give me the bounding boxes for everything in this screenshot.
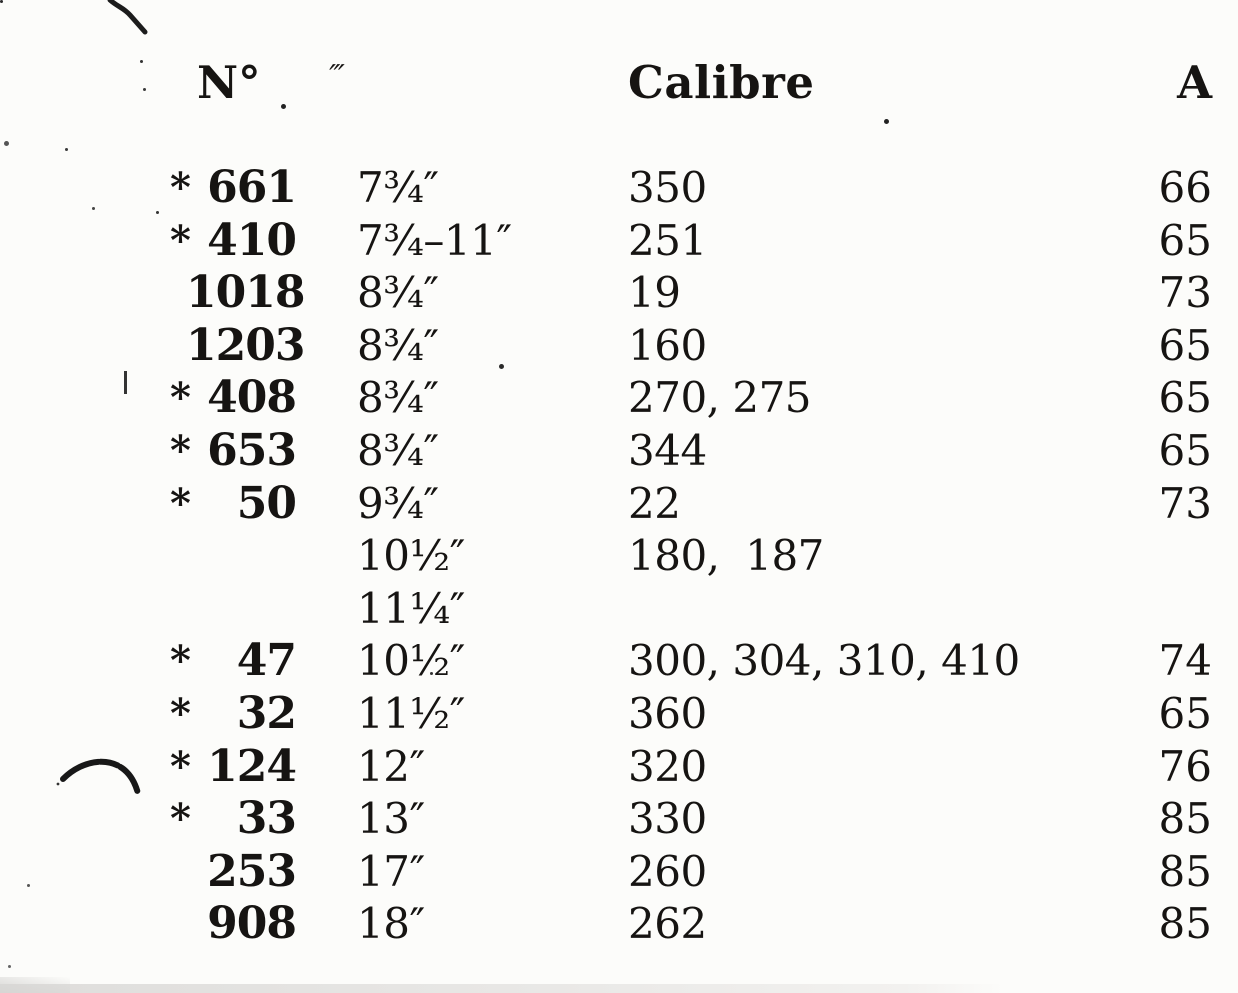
row-size-inches: 9¾″ [357, 478, 439, 528]
row-star-marker: * [170, 374, 191, 422]
table-row [0, 530, 1238, 583]
scan-speckles [0, 0, 3, 3]
row-calibre: 19 [628, 268, 681, 318]
scan-stroke-artifact [100, 0, 170, 40]
table-row [0, 898, 1238, 951]
row-star-marker: * [170, 742, 191, 790]
row-a-value: 73 [1158, 478, 1212, 528]
row-number: 50 [236, 477, 296, 529]
table-row [0, 688, 1238, 741]
table-row [0, 583, 1238, 636]
row-number: 653 [207, 424, 296, 476]
row-calibre: 160 [628, 320, 707, 370]
scan-edge-band [0, 984, 1005, 993]
table-row [0, 793, 1238, 846]
row-a-value: 66 [1158, 163, 1212, 212]
row-star-marker: * [170, 689, 191, 737]
row-a-value: 85 [1158, 794, 1212, 844]
row-number: 408 [207, 372, 296, 424]
row-calibre: 300, 304, 310, 410 [628, 636, 1020, 686]
row-a-value: 65 [1158, 215, 1212, 265]
row-a-value: 85 [1158, 899, 1212, 949]
row-calibre: 360 [628, 688, 707, 738]
row-number: 124 [207, 740, 296, 792]
table-row [0, 478, 1238, 531]
row-star-marker: * [170, 795, 191, 843]
row-calibre: 270, 275 [628, 373, 812, 423]
row-calibre: 330 [628, 794, 707, 844]
row-calibre: 251 [628, 215, 707, 265]
row-number: 908 [207, 898, 296, 950]
row-calibre: 350 [628, 163, 707, 212]
row-calibre: 262 [628, 899, 707, 949]
scan-corner-shade [0, 977, 70, 993]
row-size-inches: 11½″ [357, 688, 465, 738]
row-star-marker: * [170, 164, 191, 211]
table-row [0, 215, 1238, 268]
row-size-inches: 17″ [357, 846, 425, 896]
row-calibre: 320 [628, 741, 707, 791]
row-size-inches: 11¼″ [357, 583, 465, 633]
row-a-value: 73 [1158, 268, 1212, 318]
table-header [0, 52, 1238, 114]
row-size-inches: 10½″ [357, 531, 465, 581]
row-calibre: 22 [628, 478, 681, 528]
row-number: 661 [207, 162, 296, 213]
table-row [0, 741, 1238, 794]
table-row [0, 267, 1238, 320]
row-a-value: 74 [1158, 636, 1212, 686]
row-size-inches: 8¾″ [357, 373, 439, 423]
table-row [0, 846, 1238, 899]
row-number: 47 [236, 635, 296, 687]
header-number-column: N° [197, 56, 261, 109]
row-number: 1018 [186, 267, 305, 319]
header-calibre-column: Calibre [628, 56, 815, 109]
row-a-value: 65 [1158, 688, 1212, 738]
row-number: 33 [236, 793, 296, 845]
row-calibre: 260 [628, 846, 707, 896]
row-number: 410 [207, 214, 296, 266]
header-inches-column: ‴ [323, 59, 347, 94]
table-row [0, 320, 1238, 373]
row-size-inches: 7¾″ [357, 163, 439, 212]
header-a-column: A [1177, 56, 1212, 109]
row-star-marker: * [170, 216, 191, 264]
row-a-value: 65 [1158, 425, 1212, 475]
table-row [0, 425, 1238, 478]
row-number: 253 [207, 845, 296, 897]
table-row [0, 635, 1238, 688]
row-calibre: 344 [628, 425, 707, 475]
row-a-value: 76 [1158, 741, 1212, 791]
row-calibre: 180, 187 [628, 531, 824, 581]
row-size-inches: 8¾″ [357, 268, 439, 318]
row-size-inches: 10½″ [357, 636, 465, 686]
row-star-marker: * [170, 479, 191, 527]
table-row [0, 162, 1238, 215]
row-a-value: 65 [1158, 373, 1212, 423]
row-a-value: 85 [1158, 846, 1212, 896]
row-size-inches: 7¾–11″ [357, 215, 512, 265]
table-row [0, 372, 1238, 425]
row-size-inches: 8¾″ [357, 425, 439, 475]
row-a-value: 65 [1158, 320, 1212, 370]
table-body [0, 162, 1238, 951]
row-star-marker: * [170, 637, 191, 685]
row-size-inches: 8¾″ [357, 320, 439, 370]
row-star-marker: * [170, 426, 191, 474]
row-size-inches: 13″ [357, 794, 425, 844]
row-number: 1203 [186, 319, 305, 371]
row-number: 32 [236, 687, 296, 739]
row-size-inches: 12″ [357, 741, 425, 791]
row-size-inches: 18″ [357, 899, 425, 949]
